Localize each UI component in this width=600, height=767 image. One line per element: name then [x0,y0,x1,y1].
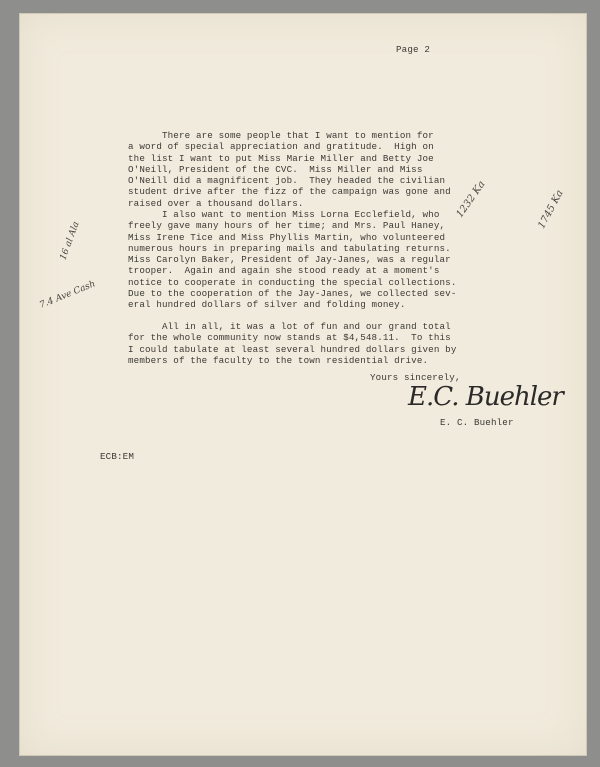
closing: Yours sincerely, [370,372,461,383]
margin-note-ala: 16 al Ala [58,220,82,262]
margin-note-1232: 1232 Ka [454,179,488,220]
page-number: Page 2 [396,44,430,55]
paragraph-2: I also want to mention Miss Lorna Ecclefield, who freely gave many hours of her time; and Mrs. Paul Haney, Miss Irene Tice and Miss Phyllis Martin, who volunteered numerous hours in preparing mails and tabulating returns. Miss Carolyn Baker, President of Jay-Janes, was a regular trooper. Again and again she stood ready at a moment's notice to cooperate in conducting the special collections. Due to the cooperation of the Jay-Janes, we collected sev- eral hundred dollars of silver and folding money. [128,209,457,311]
paragraph-1: There are some people that I want to mention for a word of special appreciation and gratitude. High on the list I want to put Miss Marie Miller and Betty Joe O'Neill, President of the CVC. Miss Miller and Miss O'Neill did a magnificent job. They headed the civilian student drive after the fizz of the campaign was gone and raised over a thousand dollars. [128,130,451,209]
paragraph-3: All in all, it was a lot of fun and our grand total for the whole community now stands at $4,548.11. To this I could tabulate at least several hundred dollars given by members of the faculty to the town residential drive. [128,321,457,366]
typed-signer-name: E. C. Buehler [440,417,514,428]
letter-page [20,14,586,755]
margin-note-1745: 1745 Ka [536,188,566,231]
margin-note-ave-cash: 7.4 Ave Cash [38,279,97,311]
handwritten-signature: E.C. Buehler [408,382,563,412]
reference-initials: ECB:EM [100,451,134,462]
